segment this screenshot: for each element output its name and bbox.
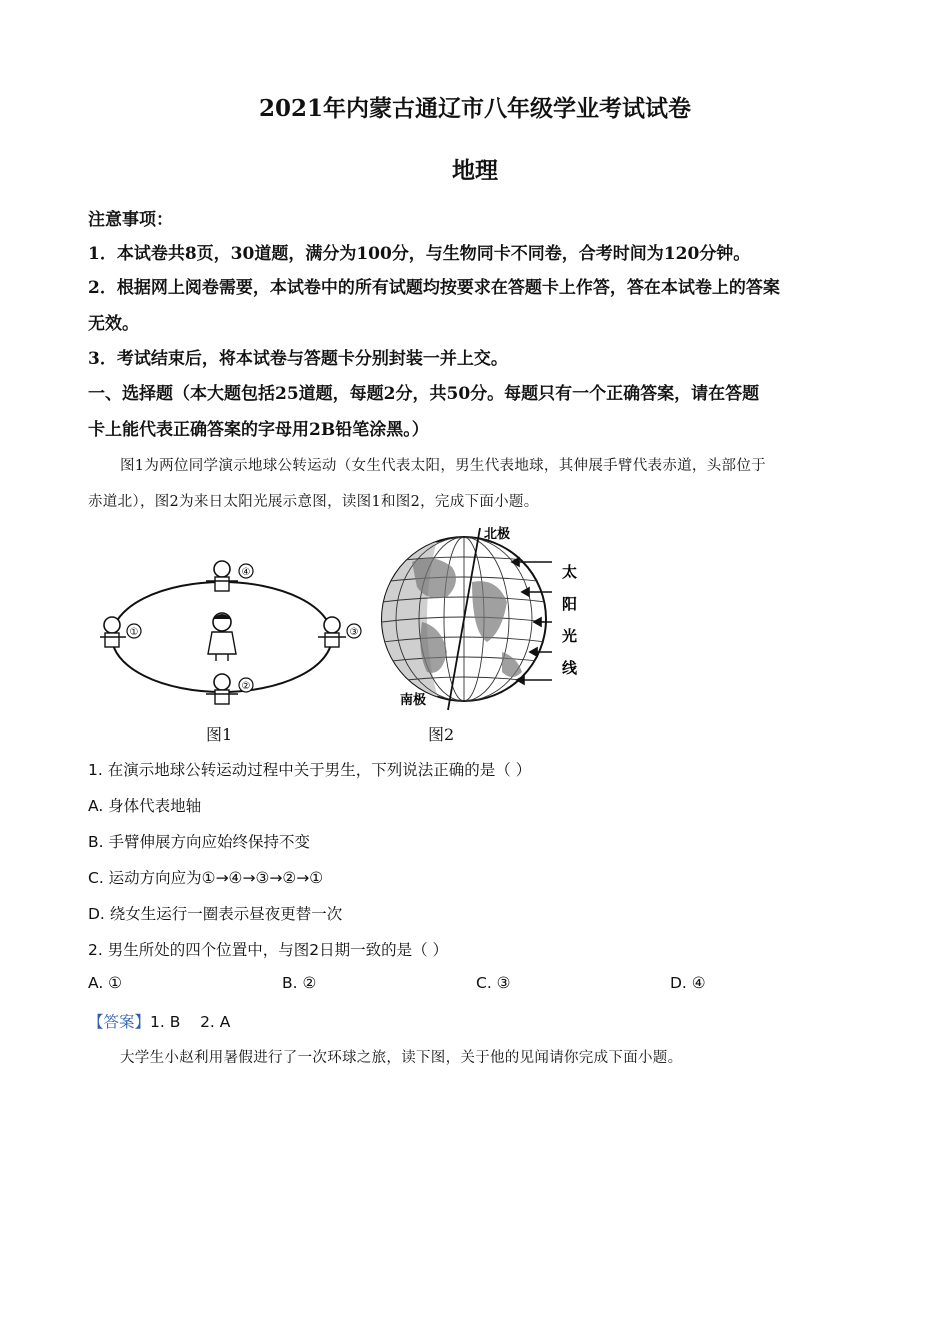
question-1-option-d: D. 绕女生运行一圈表示昼夜更替一次 xyxy=(88,905,343,923)
sunlight-label-1: 太 xyxy=(562,563,578,581)
answer-line xyxy=(88,1010,230,1032)
question-2-stem: 2. 男生所处的四个位置中，与图2日期一致的是（ ） xyxy=(88,941,449,959)
subject-title: 地理 xyxy=(452,157,498,184)
exam-title: 2021年内蒙古通辽市八年级学业考试试卷 xyxy=(258,95,691,122)
boy-figure-bottom-icon xyxy=(206,674,238,704)
boy-figure-right-icon xyxy=(318,617,346,647)
figure-2-caption: 图2 xyxy=(428,725,455,744)
answer-text: 1. B 2. A xyxy=(150,1013,231,1031)
question-1-option-c: C. 运动方向应为①→④→③→②→① xyxy=(88,869,324,887)
section-heading-line2: 卡上能代表正确答案的字母用2B铅笔涂黑。） xyxy=(88,420,429,440)
intro-line-2: 赤道北），图2为来日太阳光展示意图，读图1和图2，完成下面小题。 xyxy=(88,494,539,510)
marker-3: ③ xyxy=(349,627,359,638)
question-1-option-b: B. 手臂伸展方向应始终保持不变 xyxy=(88,833,310,851)
question-2-option-a: A. ① xyxy=(88,974,123,992)
figure-1-caption: 图1 xyxy=(206,725,233,744)
question-2-option-c: C. ③ xyxy=(476,974,511,992)
marker-1: ① xyxy=(129,627,139,638)
notice-heading: 注意事项： xyxy=(88,210,173,230)
figure-1-orbit-diagram xyxy=(96,555,371,730)
question-2-option-b: B. ② xyxy=(282,974,317,992)
sunlight-label-4: 线 xyxy=(562,659,578,677)
intro-2-line: 大学生小赵利用暑假进行了一次环球之旅，读下图，关于他的见闻请你完成下面小题。 xyxy=(120,1050,683,1066)
question-1-option-a: A. 身体代表地轴 xyxy=(88,797,202,815)
section-heading-line1: 一、选择题（本大题包括25道题，每题2分，共50分。每题只有一个正确答案，请在答题 xyxy=(88,384,760,404)
sunlight-label-3: 光 xyxy=(562,627,578,645)
girl-figure-icon xyxy=(208,613,236,661)
south-pole-label: 南极 xyxy=(400,693,427,708)
notice-item-2-cont: 无效。 xyxy=(88,314,139,334)
boy-figure-top-icon xyxy=(206,561,238,591)
notice-item-1: 1．本试卷共8页，30道题，满分为100分，与生物同卡不同卷，合考时间为120分钟。 xyxy=(88,244,751,264)
north-pole-label: 北极 xyxy=(484,527,511,542)
question-2-option-d: D. ④ xyxy=(670,974,706,992)
marker-4: ④ xyxy=(241,567,251,578)
boy-figure-left-icon xyxy=(100,617,126,647)
intro-line-1: 图1为两位同学演示地球公转运动（女生代表太阳，男生代表地球，其伸展手臂代表赤道，头部位于 xyxy=(120,458,766,474)
sunlight-label-2: 阳 xyxy=(562,595,578,613)
answer-tag: 【答案】 xyxy=(88,1013,151,1031)
marker-2: ② xyxy=(241,681,251,692)
notice-item-2: 2．根据网上阅卷需要，本试卷中的所有试题均按要求在答题卡上作答，答在本试卷上的答案 xyxy=(88,278,780,298)
question-1-stem: 1. 在演示地球公转运动过程中关于男生，下列说法正确的是（ ） xyxy=(88,761,532,779)
notice-item-3: 3．考试结束后，将本试卷与答题卡分别封装一并上交。 xyxy=(88,349,508,369)
figure-2-globe-diagram xyxy=(372,522,582,712)
